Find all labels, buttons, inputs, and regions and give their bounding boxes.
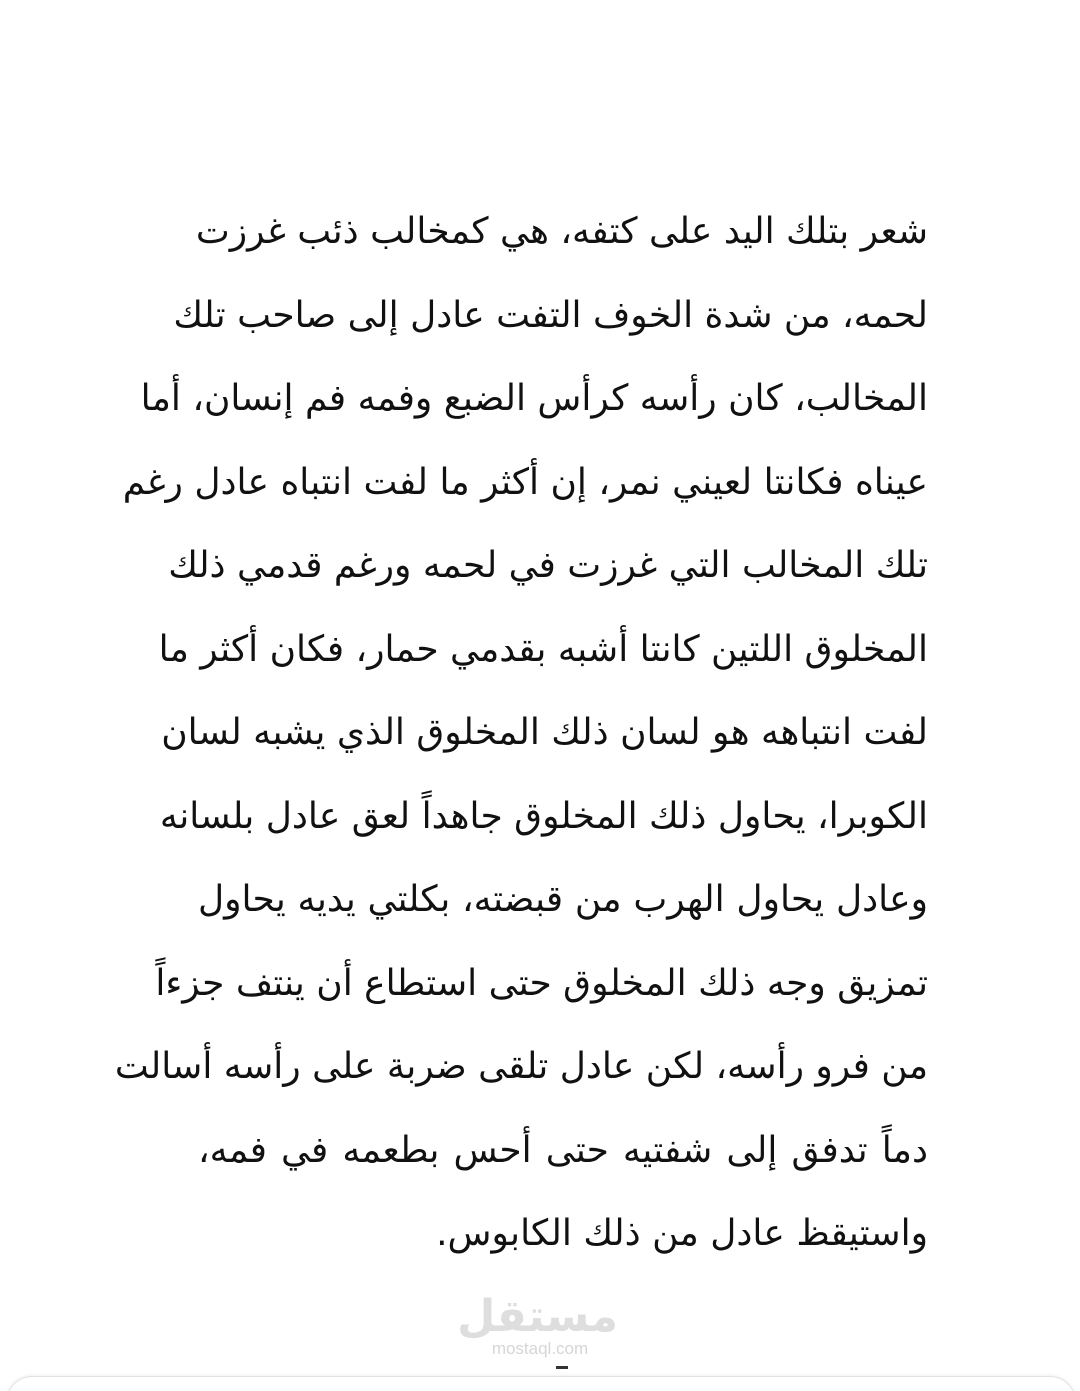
text-line-13: واستيقظ عادل من ذلك الكابوس. — [436, 1213, 928, 1254]
text-line-6: المخلوق اللتين كانتا أشبه بقدمي حمار، فكان أكثر ما — [158, 628, 928, 670]
story-text — [114, 190, 928, 1276]
text-line-8: الكوبرا، يحاول ذلك المخلوق جاهداً لعق عادل بلسانه — [159, 795, 928, 837]
text-line-7: لفت انتباهه هو لسان ذلك المخلوق الذي يشبه لسان — [161, 712, 928, 753]
watermark-logo: مستقل — [457, 1291, 618, 1342]
mostaql-watermark — [457, 1291, 618, 1358]
text-line-3: المخالب، كان رأسه كرأس الضبع وفمه فم إنسان، أما — [140, 378, 928, 419]
bottom-sheet-edge[interactable] — [6, 1376, 1076, 1391]
text-line-11: من فرو رأسه، لكن عادل تلقى ضربة على رأسه أسالت — [114, 1046, 928, 1087]
page-marker — [556, 1366, 568, 1369]
text-line-5: تلك المخالب التي غرزت في لحمه ورغم قدمي ذلك — [168, 545, 928, 586]
text-line-10: تمزيق وجه ذلك المخلوق حتى استطاع أن ينتف جزءاً — [155, 962, 928, 1004]
text-line-12: دماً تدفق إلى شفتيه حتى أحس بطعمه في فمه، — [198, 1129, 928, 1171]
watermark-url: mostaql.com — [491, 1339, 589, 1358]
text-line-4: عيناه فكانتا لعيني نمر، إن أكثر ما لفت انتباه عادل رغم — [122, 461, 928, 503]
text-line-9: وعادل يحاول الهرب من قبضته، بكلتي يديه يحاول — [198, 879, 928, 920]
text-line-1: شعر بتلك اليد على كتفه، هي كمخالب ذئب غرزت — [195, 211, 928, 252]
text-line-2: لحمه، من شدة الخوف التفت عادل إلى صاحب تلك — [173, 294, 928, 336]
